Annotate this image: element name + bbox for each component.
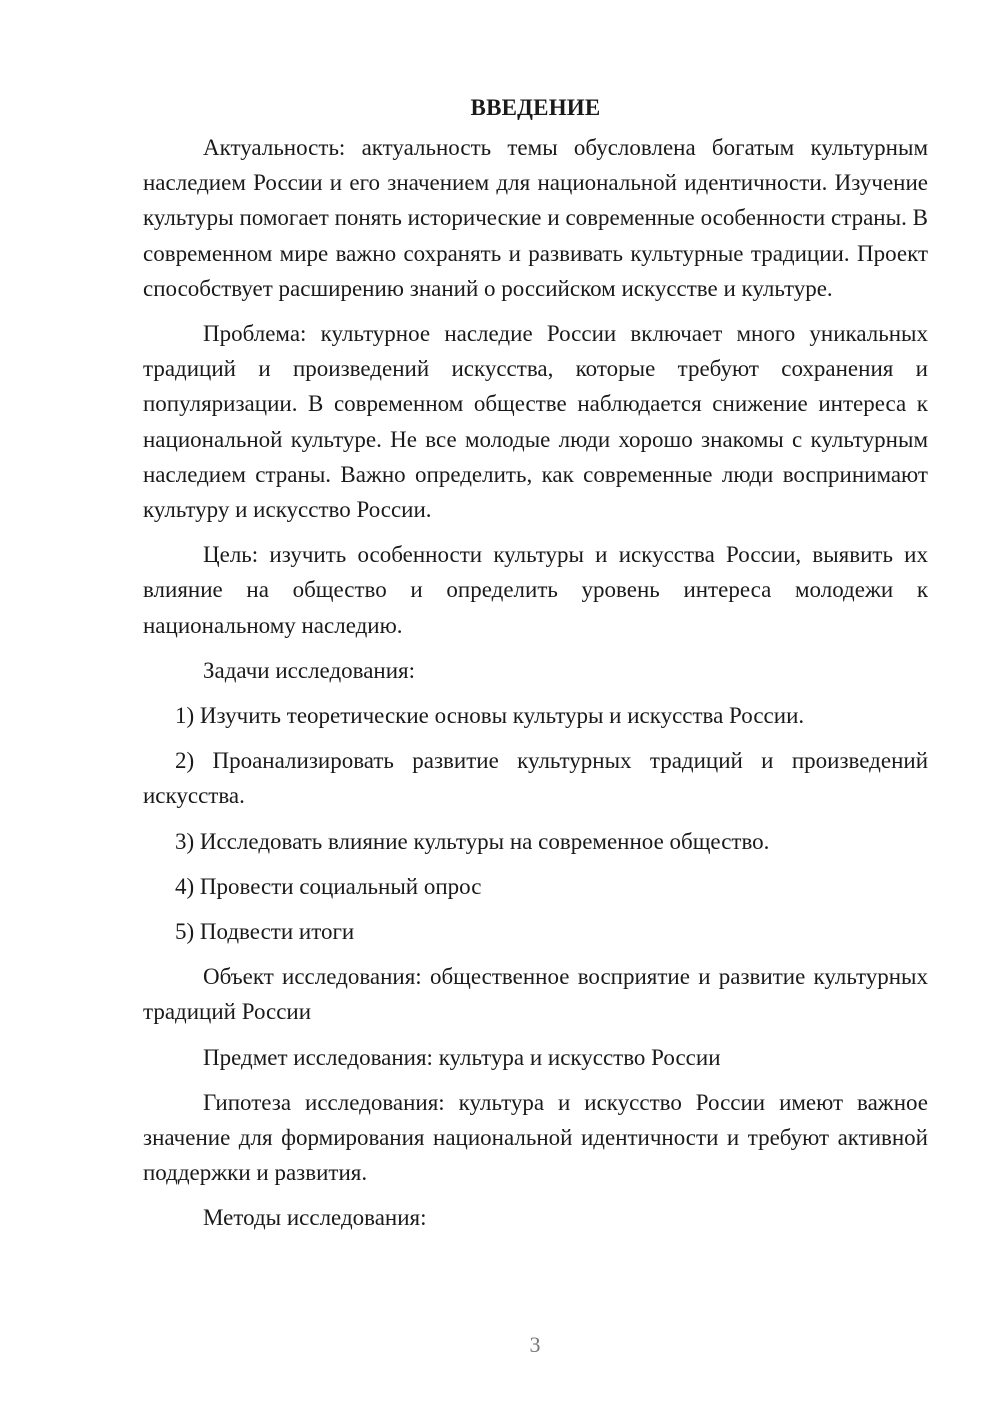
task-item: 1) Изучить теоретические основы культуры и искусства России.	[175, 703, 805, 729]
task-item: 5) Подвести итоги	[175, 919, 355, 945]
page-number: 3	[529, 1332, 541, 1357]
relevance-paragraph: Актуальность: актуальность темы обусловлена богатым культурным наследием России и его значением для национальной идентичности. Изучение культуры помогает понять исторические и современные особенности страны. В современном мире важно сохранять и развивать культурные традиции. Проект способствует расширению знаний о российском искусстве и культуре.	[143, 135, 928, 301]
hypothesis-paragraph: Гипотеза исследования: культура и искусство России имеют важное значение для формирования национальной идентичности и требуют активной поддержки и развития.	[143, 1089, 928, 1186]
task-item: 3) Исследовать влияние культуры на современное общество.	[175, 828, 770, 854]
task-item: 4) Провести социальный опрос	[175, 873, 482, 899]
page-content	[143, 90, 928, 1246]
object-paragraph: Объект исследования: общественное восприятие и развитие культурных традиций России	[143, 964, 928, 1025]
problem-paragraph: Проблема: культурное наследие России включает много уникальных традиций и произведений искусства, которые требуют сохранения и популяризации. В современном обществе наблюдается снижение интереса к национальной культуре. Не все молодые люди хорошо знакомы с культурным наследием страны. Важно определить, как современные люди воспринимают культуру и искусство России.	[143, 321, 928, 523]
goal-paragraph: Цель: изучить особенности культуры и искусства России, выявить их влияние на общество и определить уровень интереса молодежи к национальному наследию.	[143, 542, 928, 638]
task-item: 2) Проанализировать развитие культурных традиций и произведений искусства.	[143, 748, 928, 809]
subject-paragraph: Предмет исследования: культура и искусство России	[203, 1044, 721, 1070]
tasks-heading: Задачи исследования:	[203, 657, 416, 683]
methods-heading: Методы исследования:	[203, 1205, 427, 1231]
page-title: ВВЕДЕНИЕ	[470, 95, 601, 120]
